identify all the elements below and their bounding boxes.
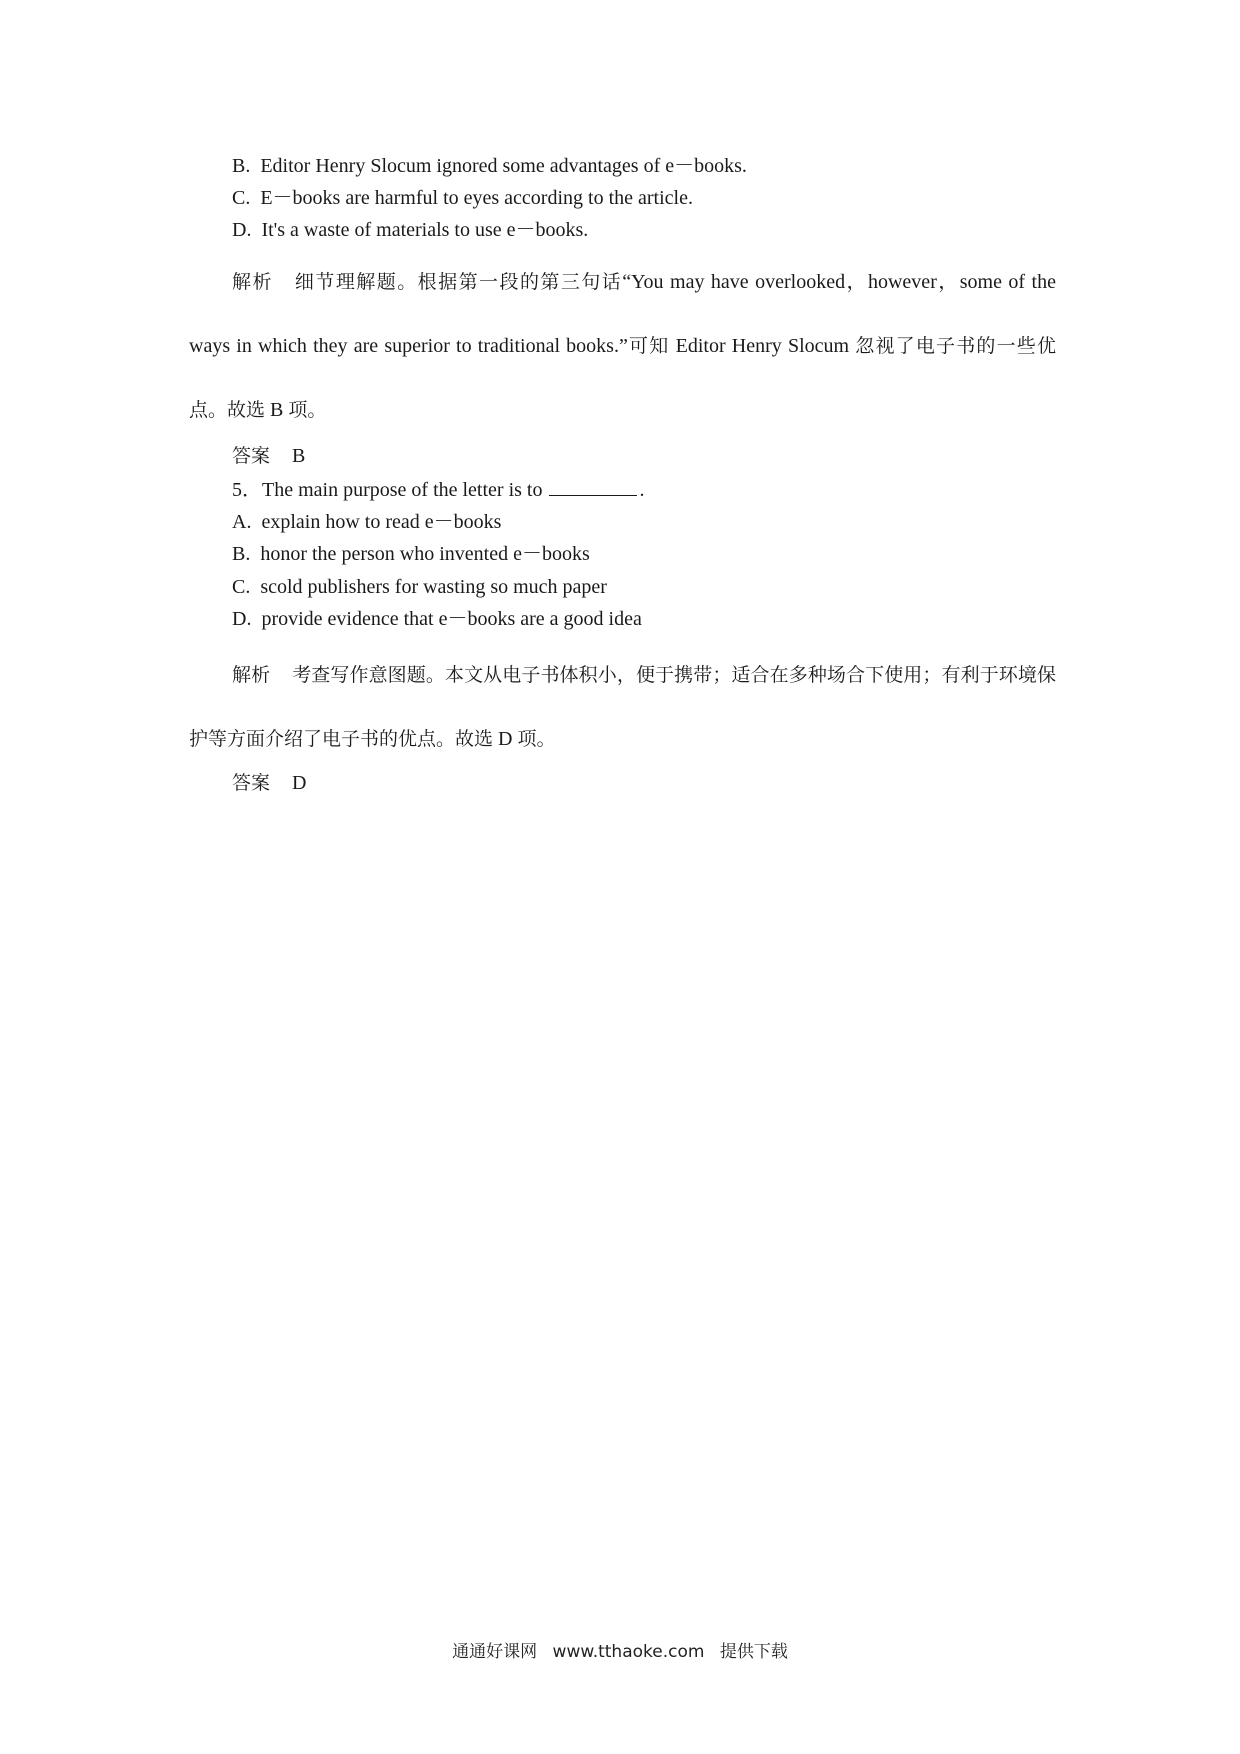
q4-option-d	[232, 218, 588, 242]
analysis-label: 解析	[232, 271, 273, 293]
q5-option-c	[232, 575, 607, 599]
option-text: E－books are harmful to eyes according to the article.	[260, 187, 693, 209]
option-text: scold publishers for wasting so much paper	[260, 576, 607, 598]
answer-label: 答案	[232, 772, 271, 794]
q4-option-b	[232, 154, 747, 178]
option-letter: C.	[232, 187, 251, 209]
option-text: It's a waste of materials to use e－books.	[261, 219, 589, 241]
question-stem: 5．The main purpose of the letter is to	[232, 479, 543, 501]
q4-answer	[232, 444, 305, 468]
answer-value: D	[292, 772, 307, 794]
option-letter: B.	[232, 543, 251, 565]
analysis-text-cn: 项。	[288, 399, 327, 421]
analysis-choice: B	[265, 399, 289, 421]
q5-answer	[232, 771, 306, 795]
option-text: Editor Henry Slocum ignored some advantages of e－books.	[260, 155, 747, 177]
analysis-text-en: Editor Henry Slocum	[669, 335, 856, 357]
footer-suffix: 提供下载	[719, 1642, 788, 1662]
analysis-text-cn: 细节理解题。根据第一段的第三句话	[294, 271, 623, 293]
page-footer	[0, 1637, 1240, 1662]
option-letter: D.	[232, 608, 252, 630]
footer-site-name: 通通好课网	[452, 1642, 538, 1662]
q5-option-b	[232, 542, 590, 566]
question-stem-end: .	[639, 479, 645, 501]
analysis-quote: “You may have overlooked，however，some of the ways in which they are superior to traditional books.”	[189, 271, 1056, 357]
q5-stem	[232, 477, 644, 502]
q5-option-d	[232, 607, 642, 631]
footer-url: www.tthaoke.com	[552, 1642, 705, 1662]
answer-blank	[549, 477, 637, 496]
analysis-text-cn: 项。	[517, 728, 556, 750]
analysis-label: 解析	[232, 664, 271, 686]
option-letter: A.	[232, 511, 252, 533]
q4-option-c	[232, 186, 693, 210]
option-text: provide evidence that e－books are a good idea	[261, 608, 642, 630]
q4-analysis	[189, 250, 1056, 442]
option-letter: D.	[232, 219, 252, 241]
q5-analysis	[189, 643, 1056, 771]
option-text: explain how to read e－books	[261, 511, 502, 533]
option-text: honor the person who invented e－books	[260, 543, 590, 565]
option-letter: B.	[232, 155, 251, 177]
option-letter: C.	[232, 576, 251, 598]
answer-value: B	[292, 445, 306, 467]
analysis-text-cn: 忽视了电子书的一些优点。故选	[189, 335, 1056, 421]
analysis-choice: D	[493, 728, 518, 750]
q5-option-a	[232, 510, 501, 534]
analysis-text-cn: 可知	[627, 335, 670, 357]
answer-label: 答案	[232, 445, 271, 467]
analysis-text-cn: 考查写作意图题。本文从电子书体积小，便于携带；适合在多种场合下使用；有利于环境保护等方面介绍了电子书的优点。故选	[189, 664, 1056, 750]
